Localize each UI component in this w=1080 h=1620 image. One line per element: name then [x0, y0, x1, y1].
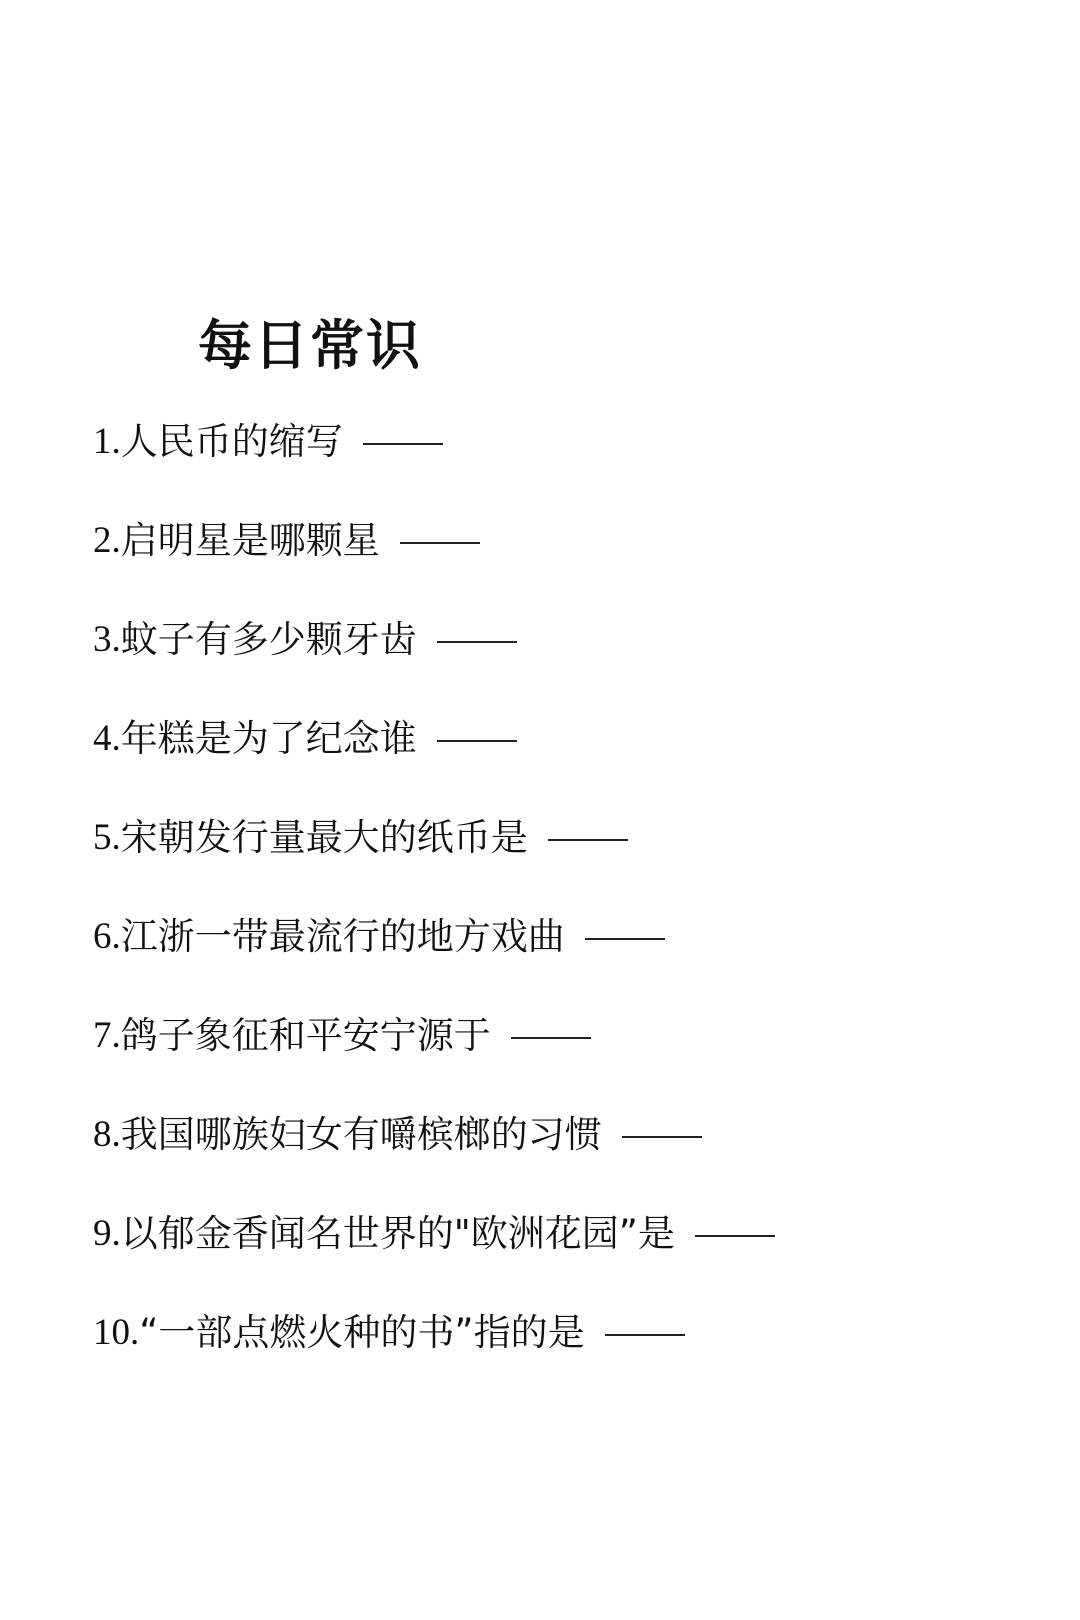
answer-blank-line — [695, 1235, 775, 1237]
question-item — [93, 618, 1053, 717]
question-text: 宋朝发行量最大的纸币是 — [120, 816, 528, 859]
question-text: “一部点燃火种的书”指的是 — [139, 1311, 585, 1354]
question-text: 蚊子有多少颗牙齿 — [120, 618, 417, 661]
question-number: 6. — [93, 916, 121, 957]
question-item — [93, 1113, 1053, 1212]
answer-blank-line — [437, 740, 517, 742]
question-text: 年糕是为了纪念谁 — [120, 717, 417, 760]
answer-blank-line — [511, 1037, 591, 1039]
question-number: 2. — [93, 520, 121, 561]
question-text: 鸽子象征和平安宁源于 — [120, 1014, 491, 1057]
question-number: 7. — [93, 1015, 121, 1056]
question-number: 10. — [93, 1312, 140, 1353]
answer-blank-line — [622, 1136, 702, 1138]
question-text: 江浙一带最流行的地方戏曲 — [120, 915, 565, 958]
question-number: 9. — [93, 1213, 121, 1254]
question-text: 人民币的缩写 — [120, 420, 343, 463]
question-item — [93, 915, 1053, 1014]
question-item — [93, 717, 1053, 816]
question-item — [93, 1311, 1053, 1410]
answer-blank-line — [585, 938, 665, 940]
question-list — [93, 420, 1053, 1410]
question-number: 5. — [93, 817, 121, 858]
answer-blank-line — [437, 641, 517, 643]
question-number: 8. — [93, 1114, 121, 1155]
question-item — [93, 1014, 1053, 1113]
answer-blank-line — [548, 839, 628, 841]
question-number: 3. — [93, 619, 121, 660]
question-text: 以郁金香闻名世界的"欧洲花园”是 — [120, 1212, 675, 1255]
question-item — [93, 1212, 1053, 1311]
page-title: 每日常识 — [198, 314, 422, 377]
answer-blank-line — [605, 1334, 685, 1336]
question-item — [93, 816, 1053, 915]
question-text: 启明星是哪颗星 — [120, 519, 380, 562]
answer-blank-line — [400, 542, 480, 544]
question-number: 4. — [93, 718, 121, 759]
question-number: 1. — [93, 421, 121, 462]
question-item — [93, 519, 1053, 618]
question-item — [93, 420, 1053, 519]
answer-blank-line — [363, 443, 443, 445]
question-text: 我国哪族妇女有嚼槟榔的习惯 — [120, 1113, 602, 1156]
